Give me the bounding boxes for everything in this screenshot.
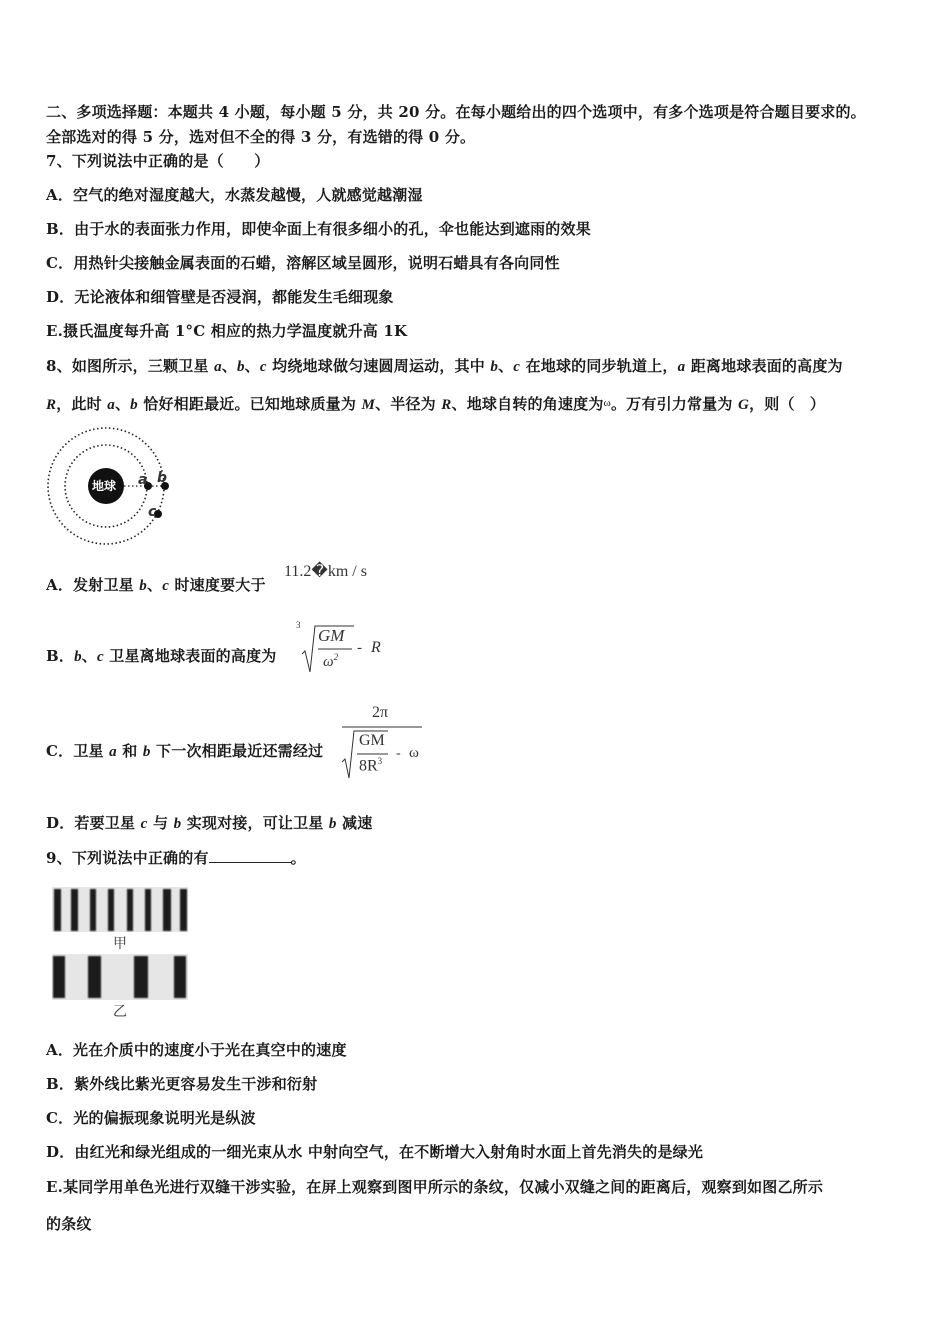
option-text: 由于水的表面张力作用，即使伞面上有很多细小的孔，伞也能达到遮雨的效果 [74, 220, 591, 238]
var-R: R [441, 397, 452, 413]
numerator: GM [359, 732, 385, 749]
var-c: c [513, 359, 521, 375]
option-label: B． [46, 1075, 75, 1093]
option-label: D． [46, 288, 75, 306]
text: 、 [498, 357, 514, 375]
var-c: c [162, 578, 170, 594]
minus-sign: - [396, 746, 401, 761]
q8-option-b [46, 646, 276, 667]
denominator-base: 8R [359, 757, 378, 775]
option-label: C． [46, 1109, 74, 1127]
text: ，则（ ） [749, 395, 826, 413]
option-text: 由红光和绿光组成的一细光束从水 中射向空气，在不断增大入射角时水面上首先消失的是绿光 [74, 1143, 704, 1161]
var-a: a [677, 359, 686, 375]
option-label: A． [46, 576, 74, 594]
figure-label-jia: 甲 [113, 936, 127, 952]
formula-cube-root [296, 620, 396, 676]
var-c: c [140, 816, 148, 832]
text: 、 [146, 576, 163, 594]
option-label: B． [46, 220, 75, 238]
q9-option-b [46, 1074, 317, 1094]
text: 卫星离地球表面的高度为 [103, 647, 277, 665]
var-b: b [328, 816, 337, 832]
option-label: E. [46, 1178, 64, 1196]
option-text: 某同学用单色光进行双缝干涉实验，在屏上观察到图甲所示的条纹，仅减小双缝之间的距离后，观察到如图乙所示 [63, 1178, 824, 1196]
option-text: 紫外线比紫光更容易发生干涉和衍射 [74, 1075, 318, 1093]
option-label: A． [46, 1041, 74, 1059]
option-label: B． [46, 647, 75, 665]
text: 减速 [336, 814, 373, 832]
section-heading-line2: 全部选对的得 5 分，选对但不全的得 3 分，有选错的得 0 分。 [46, 128, 476, 146]
var-M: M [361, 397, 376, 413]
orbit-diagram [44, 424, 184, 553]
q9-option-a [46, 1040, 347, 1060]
answer-blank[interactable] [209, 848, 291, 863]
q8-option-d [46, 813, 372, 834]
denominator [359, 756, 382, 775]
text: 均绕地球做匀速圆周运动，其中 [266, 357, 491, 375]
text: 和 [116, 742, 143, 760]
root-index: 3 [296, 620, 301, 630]
text: 8、如图所示，三颗卫星 [46, 357, 215, 375]
option-text: 摄氏温度每升高 1°C 相应的热力学温度就升高 1K [63, 322, 408, 340]
q9-option-c [46, 1108, 256, 1128]
denominator-exponent: 2 [333, 652, 339, 662]
var-R: R [46, 397, 57, 413]
q7-option-d [46, 287, 394, 307]
var-a: a [107, 397, 115, 413]
option-text: 用热针尖接触金属表面的石蜡，溶解区域呈圆形，说明石蜡具有各向同性 [73, 254, 560, 272]
text: 若要卫星 [74, 814, 141, 832]
text: 实现对接，可让卫星 [181, 814, 329, 832]
denominator-exponent: 3 [377, 756, 383, 766]
var-b: b [74, 649, 82, 665]
text: 距离地球表面的高度为 [685, 357, 843, 375]
option-label: C． [46, 254, 74, 272]
text: 发射卫星 [73, 576, 140, 594]
numerator-top: 2π [372, 704, 389, 721]
var-c: c [97, 649, 104, 665]
denominator-base: ω [323, 654, 334, 670]
q9-stem [46, 848, 306, 868]
option-text: 空气的绝对湿度越大，水蒸发越慢，人就感觉越潮湿 [73, 186, 423, 204]
q8-option-a [46, 575, 266, 596]
q7-option-a [46, 185, 423, 205]
text: 在地球的同步轨道上， [520, 357, 678, 375]
q7-option-e [46, 321, 407, 341]
var-b: b [236, 359, 245, 375]
var-omega: ω [409, 745, 419, 761]
q8-option-c [46, 741, 323, 762]
fringe-pattern-jia [52, 887, 188, 932]
option-text: 无论液体和细管壁是否浸润，都能发生毛细现象 [74, 288, 394, 306]
var-G: G [738, 397, 750, 413]
q7-option-c [46, 253, 560, 273]
q7-option-b [46, 219, 591, 239]
text: 、 [244, 357, 260, 375]
var-b: b [173, 816, 182, 832]
text: 9、下列说法中正确的有 [46, 849, 209, 867]
text: 与 [147, 814, 174, 832]
option-text: 光在介质中的速度小于光在真空中的速度 [73, 1041, 347, 1059]
q9-option-e-line1 [46, 1177, 823, 1197]
text: 、半径为 [375, 395, 442, 413]
var-b: b [130, 397, 138, 413]
figure-label-yi: 乙 [113, 1004, 127, 1020]
earth-label: 地球 [92, 479, 117, 493]
text: 。 [290, 849, 306, 867]
section-heading-line1: 二、多项选择题：本题共 4 小题，每小题 5 分，共 20 分。在每小题给出的四个选项中，有多个选项是符合题目要求的。 [46, 103, 866, 121]
text: 时速度要大于 [169, 576, 266, 594]
q8-stem-line2 [46, 393, 825, 415]
q8-stem-line1 [46, 356, 843, 377]
var-c: c [259, 359, 267, 375]
text: 、地球自转的角速度为 [451, 395, 604, 413]
text: 、 [114, 395, 131, 413]
formula-time-to-closest [340, 702, 440, 782]
minus-sign: - [357, 640, 362, 656]
text: 卫星 [73, 742, 110, 760]
text: 下一次相距最近还需经过 [150, 742, 324, 760]
text: 恰好相距最近。已知地球质量为 [137, 395, 362, 413]
option-label: E. [46, 322, 64, 340]
fringe-pattern-yi [52, 954, 188, 1000]
var-b: b [142, 744, 151, 760]
var-R: R [371, 639, 381, 656]
numerator: GM [318, 626, 345, 645]
satellite-b-label: b [157, 470, 168, 486]
var-a: a [214, 359, 222, 375]
interference-fringes-figure [50, 884, 192, 1020]
option-label: A． [46, 186, 74, 204]
text: 。万有引力常量为 [610, 395, 739, 413]
var-b: b [139, 578, 147, 594]
var-omega: ω [603, 397, 611, 409]
option-text: 光的偏振现象说明光是纵波 [73, 1109, 256, 1127]
q9-option-e-line2: 的条纹 [46, 1215, 92, 1233]
var-b: b [490, 359, 499, 375]
var-a: a [109, 744, 117, 760]
denominator [323, 652, 338, 671]
text: ，此时 [56, 395, 108, 413]
satellite-c-label: c [148, 504, 157, 520]
text: 、 [221, 357, 237, 375]
text: 、 [81, 647, 97, 665]
q9-option-d [46, 1142, 703, 1162]
option-label: D． [46, 1143, 75, 1161]
formula-escape-velocity: 11.2�km / s [284, 563, 367, 580]
q7-stem: 7、下列说法中正确的是（ ） [46, 152, 270, 170]
satellite-a-label: a [138, 472, 148, 488]
option-label: C． [46, 742, 74, 760]
option-label: D． [46, 814, 75, 832]
